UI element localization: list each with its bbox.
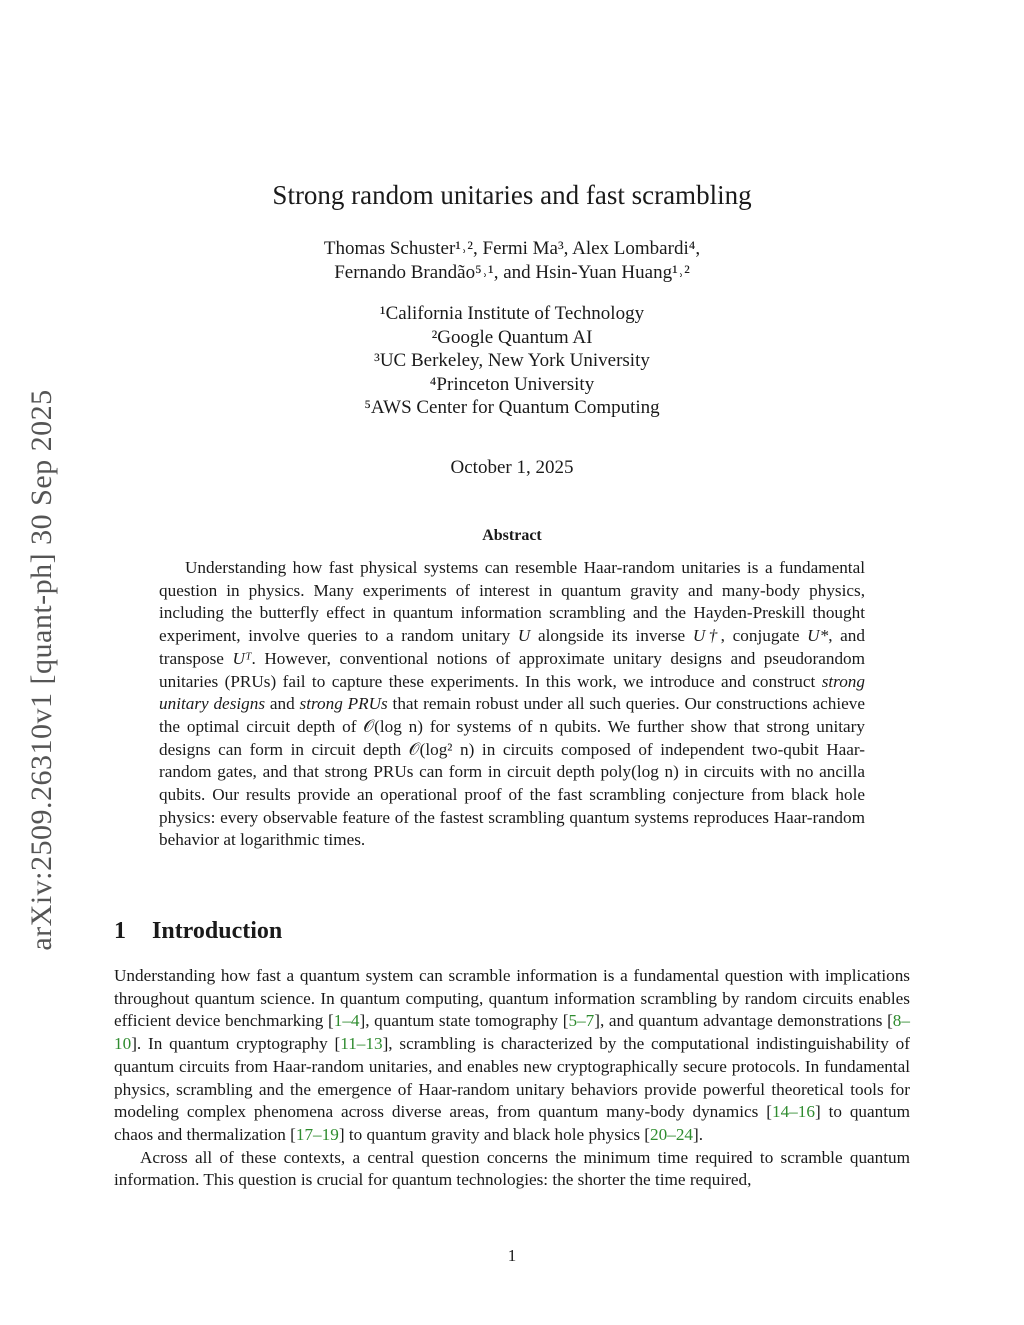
publication-date: October 1, 2025 (450, 457, 574, 478)
section-number: 1 (114, 918, 126, 944)
intro-text: ] to quantum gravity and black hole physics [ (338, 1124, 651, 1144)
emphasis-strong-unitary-designs: strong unitary designs (159, 671, 865, 714)
citation-link[interactable]: 20–24 (650, 1124, 693, 1144)
abstract-segment: alongside its inverse (530, 626, 693, 646)
arxiv-identifier: arXiv:2509.26310v1 [quant-ph] 30 Sep 2025 (25, 389, 58, 951)
citation-link[interactable]: 17–19 (295, 1124, 339, 1144)
citation-link[interactable]: 11–13 (340, 1034, 383, 1054)
paper-title: Strong random unitaries and fast scrambling (272, 180, 752, 210)
citation-link[interactable]: 1–4 (333, 1011, 360, 1031)
affiliation-item: ³UC Berkeley, New York University (374, 350, 650, 371)
abstract-segment: . However, conventional notions of approximate unitary designs and pseudorandom unitaries (PRUs) fail to capture these experiments. In this work, we introduce and construct (159, 648, 866, 691)
author-list (0, 237, 1024, 285)
intro-text: ]. (693, 1124, 704, 1144)
abstract-segment: , conjugate (720, 626, 808, 646)
section-title: Introduction (152, 918, 283, 944)
intro-text: ], scrambling is characterized by the computational indistinguishability of quantum circuits from Haar-random unitaries, and enables new cryptographically secure protocols. In fundamental physics, scrambling and the emergence of Haar-random unitary behaviors provide powerful theoretical tools for modeling complex phenomena across diverse areas, from quantum many-body dynamics [ (114, 1034, 910, 1122)
intro-text: ], quantum state tomography [ (359, 1011, 569, 1031)
intro-text: Understanding how fast a quantum system can scramble information is a fundamental question with implications throughout quantum science. In quantum computing, quantum information scrambling by random circuits enables efficient device benchmarking [ (114, 966, 910, 1031)
affiliation-item: ²Google Quantum AI (431, 326, 593, 348)
abstract-segment: and (265, 694, 300, 714)
affiliation-item: ¹California Institute of Technology (379, 303, 645, 324)
abstract-text (159, 557, 865, 852)
citation-link[interactable]: 8–10 (114, 1011, 910, 1054)
citation-link[interactable]: 5–7 (568, 1011, 595, 1031)
abstract-segment: , and transpose (159, 626, 865, 668)
math-U-transpose: Uᵀ (232, 648, 252, 668)
abstract-segment: Understanding how fast physical systems can resemble Haar-random unitaries is a fundamental question in physics. Many experiments of interest in quantum gravity and many-body physics, including the butterfly effect in quantum information scrambling and the Hayden-Preskill thought experiment, involve queries to a random unitary (159, 558, 865, 646)
math-U-dagger: U† (692, 626, 721, 646)
author-line-2: Fernando Brandão⁵˒¹, and Hsin-Yuan Huang¹˒² (334, 262, 690, 283)
abstract-segment: that remain robust under all such queries. Our constructions achieve the optimal circuit depth of 𝒪(log n) for systems of n qubits. We further show that strong unitary designs can form in circuit depth 𝒪(log² n) in circuits composed of independent two-qubit Haar-random gates, and that strong PRUs can form in circuit depth poly(log n) in circuits with no ancilla qubits. Our results provide an operational proof of the fast scrambling conjecture from black hole physics: every observable feature of the fastest scrambling quantum systems reproduces Haar-random behavior at logarithmic times. (159, 694, 865, 850)
affiliation-item: ⁴Princeton University (429, 373, 595, 395)
arxiv-sidebar-stamp (12, 350, 72, 990)
affiliation-item: ⁵AWS Center for Quantum Computing (364, 397, 660, 418)
emphasis-strong-prus: strong PRUs (299, 694, 388, 714)
page-number: 1 (507, 1246, 517, 1265)
affiliation-list (0, 302, 1024, 420)
intro-paragraph-2: Across all of these contexts, a central question concerns the minimum time required to scramble quantum information. This question is crucial for quantum technologies: the shorter the time required, (114, 1147, 910, 1190)
math-U: U (517, 626, 531, 646)
citation-link[interactable]: 14–16 (771, 1102, 815, 1122)
intro-text: ] to quantum chaos and thermalization [ (114, 1102, 910, 1144)
intro-text: ]. In quantum cryptography [ (131, 1034, 341, 1054)
math-U-conjugate: U* (807, 626, 829, 646)
intro-text: ], and quantum advantage demonstrations [ (594, 1011, 893, 1031)
author-line-1: Thomas Schuster¹˒², Fermi Ma³, Alex Lombardi⁴, (323, 238, 701, 259)
intro-paragraph-1 (114, 965, 910, 1147)
introduction-body (114, 965, 910, 1192)
section-heading-introduction (114, 918, 282, 945)
abstract-heading: Abstract (482, 527, 542, 544)
